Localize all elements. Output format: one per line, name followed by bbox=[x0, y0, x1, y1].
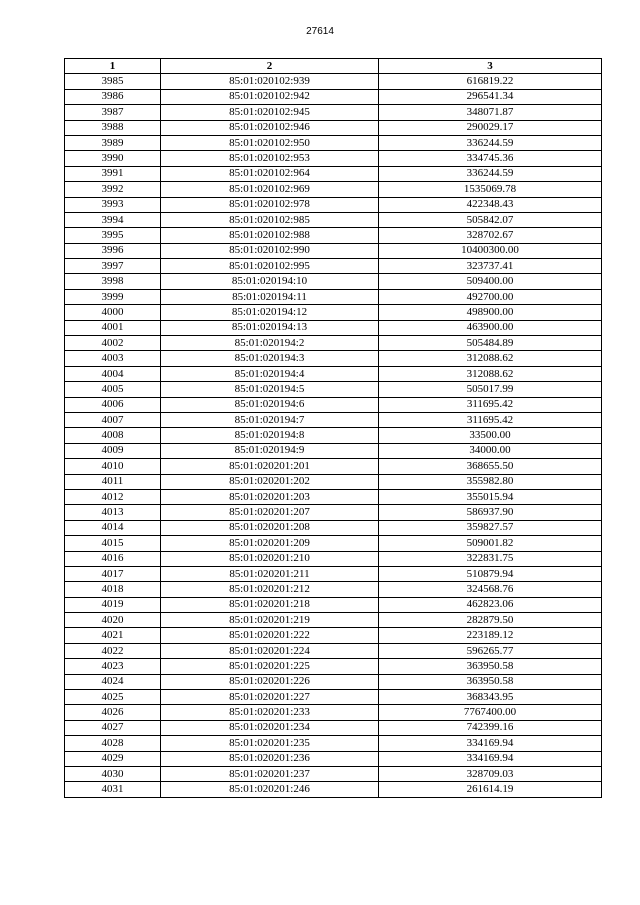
cadastral-number-cell: 85:01:020201:218 bbox=[161, 597, 379, 612]
cadastral-number-cell: 85:01:020102:995 bbox=[161, 259, 379, 274]
value-cell: 596265.77 bbox=[379, 643, 602, 658]
table-row bbox=[65, 459, 602, 474]
value-cell: 359827.57 bbox=[379, 520, 602, 535]
value-cell: 10400300.00 bbox=[379, 243, 602, 258]
cadastral-number-cell: 85:01:020201:208 bbox=[161, 520, 379, 535]
table-header bbox=[65, 59, 602, 74]
row-number-cell: 4014 bbox=[65, 520, 161, 535]
table-row bbox=[65, 520, 602, 535]
value-cell: 505842.07 bbox=[379, 212, 602, 227]
table-row bbox=[65, 705, 602, 720]
table-row bbox=[65, 243, 602, 258]
value-cell: 312088.62 bbox=[379, 366, 602, 381]
cadastral-number-cell: 85:01:020102:964 bbox=[161, 166, 379, 181]
cadastral-number-cell: 85:01:020102:945 bbox=[161, 105, 379, 120]
value-cell: 509001.82 bbox=[379, 536, 602, 551]
cadastral-number-cell: 85:01:020102:939 bbox=[161, 74, 379, 89]
cadastral-number-cell: 85:01:020102:953 bbox=[161, 151, 379, 166]
table-row bbox=[65, 674, 602, 689]
row-number-cell: 3998 bbox=[65, 274, 161, 289]
cadastral-number-cell: 85:01:020201:202 bbox=[161, 474, 379, 489]
value-cell: 586937.90 bbox=[379, 505, 602, 520]
row-number-cell: 4007 bbox=[65, 412, 161, 427]
row-number-cell: 4017 bbox=[65, 566, 161, 581]
table-row bbox=[65, 720, 602, 735]
table-row bbox=[65, 228, 602, 243]
table-row bbox=[65, 320, 602, 335]
value-cell: 312088.62 bbox=[379, 351, 602, 366]
cadastral-number-cell: 85:01:020201:246 bbox=[161, 782, 379, 797]
table-row bbox=[65, 782, 602, 797]
row-number-cell: 3989 bbox=[65, 135, 161, 150]
column-header-2: 2 bbox=[161, 59, 379, 74]
column-header-1: 1 bbox=[65, 59, 161, 74]
row-number-cell: 3986 bbox=[65, 89, 161, 104]
column-header-3: 3 bbox=[379, 59, 602, 74]
row-number-cell: 4000 bbox=[65, 305, 161, 320]
cadastral-number-cell: 85:01:020194:5 bbox=[161, 382, 379, 397]
value-cell: 311695.42 bbox=[379, 412, 602, 427]
cadastral-number-cell: 85:01:020201:237 bbox=[161, 766, 379, 781]
row-number-cell: 4002 bbox=[65, 336, 161, 351]
row-number-cell: 4031 bbox=[65, 782, 161, 797]
row-number-cell: 4001 bbox=[65, 320, 161, 335]
value-cell: 290029.17 bbox=[379, 120, 602, 135]
table-row bbox=[65, 428, 602, 443]
value-cell: 328709.03 bbox=[379, 766, 602, 781]
row-number-cell: 4023 bbox=[65, 659, 161, 674]
row-number-cell: 4011 bbox=[65, 474, 161, 489]
value-cell: 505017.99 bbox=[379, 382, 602, 397]
table-row bbox=[65, 412, 602, 427]
value-cell: 348071.87 bbox=[379, 105, 602, 120]
cadastral-number-cell: 85:01:020201:222 bbox=[161, 628, 379, 643]
cadastral-number-cell: 85:01:020102:946 bbox=[161, 120, 379, 135]
row-number-cell: 4025 bbox=[65, 690, 161, 705]
row-number-cell: 4016 bbox=[65, 551, 161, 566]
table-row bbox=[65, 74, 602, 89]
value-cell: 334745.36 bbox=[379, 151, 602, 166]
table-row bbox=[65, 489, 602, 504]
cadastral-number-cell: 85:01:020194:3 bbox=[161, 351, 379, 366]
cadastral-number-cell: 85:01:020194:2 bbox=[161, 336, 379, 351]
value-cell: 336244.59 bbox=[379, 135, 602, 150]
table-row bbox=[65, 643, 602, 658]
table-row bbox=[65, 474, 602, 489]
value-cell: 336244.59 bbox=[379, 166, 602, 181]
value-cell: 505484.89 bbox=[379, 336, 602, 351]
table-row bbox=[65, 613, 602, 628]
value-cell: 492700.00 bbox=[379, 289, 602, 304]
row-number-cell: 4022 bbox=[65, 643, 161, 658]
row-number-cell: 4024 bbox=[65, 674, 161, 689]
cadastral-number-cell: 85:01:020201:201 bbox=[161, 459, 379, 474]
table-row bbox=[65, 443, 602, 458]
table-row bbox=[65, 105, 602, 120]
table-row bbox=[65, 397, 602, 412]
cadastral-number-cell: 85:01:020201:227 bbox=[161, 690, 379, 705]
cadastral-number-cell: 85:01:020201:225 bbox=[161, 659, 379, 674]
cadastral-number-cell: 85:01:020102:942 bbox=[161, 89, 379, 104]
value-cell: 296541.34 bbox=[379, 89, 602, 104]
table-row bbox=[65, 659, 602, 674]
row-number-cell: 4015 bbox=[65, 536, 161, 551]
row-number-cell: 3999 bbox=[65, 289, 161, 304]
row-number-cell: 4013 bbox=[65, 505, 161, 520]
table-row bbox=[65, 135, 602, 150]
row-number-cell: 3987 bbox=[65, 105, 161, 120]
cadastral-number-cell: 85:01:020102:988 bbox=[161, 228, 379, 243]
row-number-cell: 3992 bbox=[65, 182, 161, 197]
row-number-cell: 4012 bbox=[65, 489, 161, 504]
value-cell: 355982.80 bbox=[379, 474, 602, 489]
value-cell: 334169.94 bbox=[379, 736, 602, 751]
row-number-cell: 4005 bbox=[65, 382, 161, 397]
cadastral-number-cell: 85:01:020102:978 bbox=[161, 197, 379, 212]
cadastral-number-cell: 85:01:020194:8 bbox=[161, 428, 379, 443]
value-cell: 328702.67 bbox=[379, 228, 602, 243]
cadastral-number-cell: 85:01:020201:236 bbox=[161, 751, 379, 766]
cadastral-number-cell: 85:01:020201:224 bbox=[161, 643, 379, 658]
cadastral-number-cell: 85:01:020201:209 bbox=[161, 536, 379, 551]
table-row bbox=[65, 151, 602, 166]
value-cell: 1535069.78 bbox=[379, 182, 602, 197]
table-row bbox=[65, 736, 602, 751]
row-number-cell: 3988 bbox=[65, 120, 161, 135]
value-cell: 323737.41 bbox=[379, 259, 602, 274]
cadastral-number-cell: 85:01:020102:950 bbox=[161, 135, 379, 150]
table-row bbox=[65, 305, 602, 320]
value-cell: 509400.00 bbox=[379, 274, 602, 289]
row-number-cell: 3993 bbox=[65, 197, 161, 212]
cadastral-number-cell: 85:01:020194:10 bbox=[161, 274, 379, 289]
row-number-cell: 3991 bbox=[65, 166, 161, 181]
table-row bbox=[65, 505, 602, 520]
table-row bbox=[65, 120, 602, 135]
table-row bbox=[65, 382, 602, 397]
registry-table bbox=[64, 58, 602, 798]
table-row bbox=[65, 212, 602, 227]
cadastral-number-cell: 85:01:020102:969 bbox=[161, 182, 379, 197]
row-number-cell: 4028 bbox=[65, 736, 161, 751]
page-number: 27614 bbox=[306, 26, 334, 37]
value-cell: 742399.16 bbox=[379, 720, 602, 735]
cadastral-number-cell: 85:01:020201:233 bbox=[161, 705, 379, 720]
row-number-cell: 4004 bbox=[65, 366, 161, 381]
row-number-cell: 4006 bbox=[65, 397, 161, 412]
value-cell: 368343.95 bbox=[379, 690, 602, 705]
row-number-cell: 3997 bbox=[65, 259, 161, 274]
table-row bbox=[65, 182, 602, 197]
table-row bbox=[65, 751, 602, 766]
value-cell: 463900.00 bbox=[379, 320, 602, 335]
cadastral-number-cell: 85:01:020201:210 bbox=[161, 551, 379, 566]
table-row bbox=[65, 551, 602, 566]
cadastral-number-cell: 85:01:020201:203 bbox=[161, 489, 379, 504]
cadastral-number-cell: 85:01:020194:9 bbox=[161, 443, 379, 458]
table-row bbox=[65, 690, 602, 705]
cadastral-number-cell: 85:01:020194:6 bbox=[161, 397, 379, 412]
value-cell: 311695.42 bbox=[379, 397, 602, 412]
row-number-cell: 4027 bbox=[65, 720, 161, 735]
row-number-cell: 4010 bbox=[65, 459, 161, 474]
cadastral-number-cell: 85:01:020201:212 bbox=[161, 582, 379, 597]
value-cell: 261614.19 bbox=[379, 782, 602, 797]
value-cell: 322831.75 bbox=[379, 551, 602, 566]
table-row bbox=[65, 766, 602, 781]
table-row bbox=[65, 166, 602, 181]
row-number-cell: 4030 bbox=[65, 766, 161, 781]
row-number-cell: 3994 bbox=[65, 212, 161, 227]
cadastral-number-cell: 85:01:020201:226 bbox=[161, 674, 379, 689]
value-cell: 498900.00 bbox=[379, 305, 602, 320]
table-row bbox=[65, 566, 602, 581]
row-number-cell: 4020 bbox=[65, 613, 161, 628]
cadastral-number-cell: 85:01:020201:207 bbox=[161, 505, 379, 520]
value-cell: 282879.50 bbox=[379, 613, 602, 628]
row-number-cell: 4019 bbox=[65, 597, 161, 612]
cadastral-number-cell: 85:01:020194:13 bbox=[161, 320, 379, 335]
table-row bbox=[65, 259, 602, 274]
cadastral-number-cell: 85:01:020201:234 bbox=[161, 720, 379, 735]
table-row bbox=[65, 351, 602, 366]
table-row bbox=[65, 197, 602, 212]
table-row bbox=[65, 536, 602, 551]
value-cell: 510879.94 bbox=[379, 566, 602, 581]
row-number-cell: 3990 bbox=[65, 151, 161, 166]
cadastral-number-cell: 85:01:020102:985 bbox=[161, 212, 379, 227]
row-number-cell: 4026 bbox=[65, 705, 161, 720]
cadastral-number-cell: 85:01:020194:7 bbox=[161, 412, 379, 427]
table-row bbox=[65, 366, 602, 381]
value-cell: 422348.43 bbox=[379, 197, 602, 212]
value-cell: 368655.50 bbox=[379, 459, 602, 474]
cadastral-number-cell: 85:01:020194:4 bbox=[161, 366, 379, 381]
row-number-cell: 3985 bbox=[65, 74, 161, 89]
table-body bbox=[65, 74, 602, 797]
cadastral-number-cell: 85:01:020194:12 bbox=[161, 305, 379, 320]
cadastral-number-cell: 85:01:020102:990 bbox=[161, 243, 379, 258]
table-row bbox=[65, 336, 602, 351]
row-number-cell: 4008 bbox=[65, 428, 161, 443]
table-row bbox=[65, 597, 602, 612]
table-row bbox=[65, 582, 602, 597]
table-row bbox=[65, 628, 602, 643]
value-cell: 363950.58 bbox=[379, 659, 602, 674]
cadastral-number-cell: 85:01:020201:235 bbox=[161, 736, 379, 751]
value-cell: 355015.94 bbox=[379, 489, 602, 504]
cadastral-number-cell: 85:01:020201:211 bbox=[161, 566, 379, 581]
table-row bbox=[65, 274, 602, 289]
row-number-cell: 4021 bbox=[65, 628, 161, 643]
row-number-cell: 4009 bbox=[65, 443, 161, 458]
cadastral-number-cell: 85:01:020201:219 bbox=[161, 613, 379, 628]
value-cell: 363950.58 bbox=[379, 674, 602, 689]
table-row bbox=[65, 89, 602, 104]
value-cell: 616819.22 bbox=[379, 74, 602, 89]
row-number-cell: 4018 bbox=[65, 582, 161, 597]
row-number-cell: 4029 bbox=[65, 751, 161, 766]
value-cell: 7767400.00 bbox=[379, 705, 602, 720]
header-row bbox=[65, 59, 602, 74]
value-cell: 324568.76 bbox=[379, 582, 602, 597]
value-cell: 223189.12 bbox=[379, 628, 602, 643]
row-number-cell: 3995 bbox=[65, 228, 161, 243]
value-cell: 33500.00 bbox=[379, 428, 602, 443]
row-number-cell: 3996 bbox=[65, 243, 161, 258]
value-cell: 34000.00 bbox=[379, 443, 602, 458]
value-cell: 462823.06 bbox=[379, 597, 602, 612]
cadastral-number-cell: 85:01:020194:11 bbox=[161, 289, 379, 304]
value-cell: 334169.94 bbox=[379, 751, 602, 766]
row-number-cell: 4003 bbox=[65, 351, 161, 366]
table-row bbox=[65, 289, 602, 304]
